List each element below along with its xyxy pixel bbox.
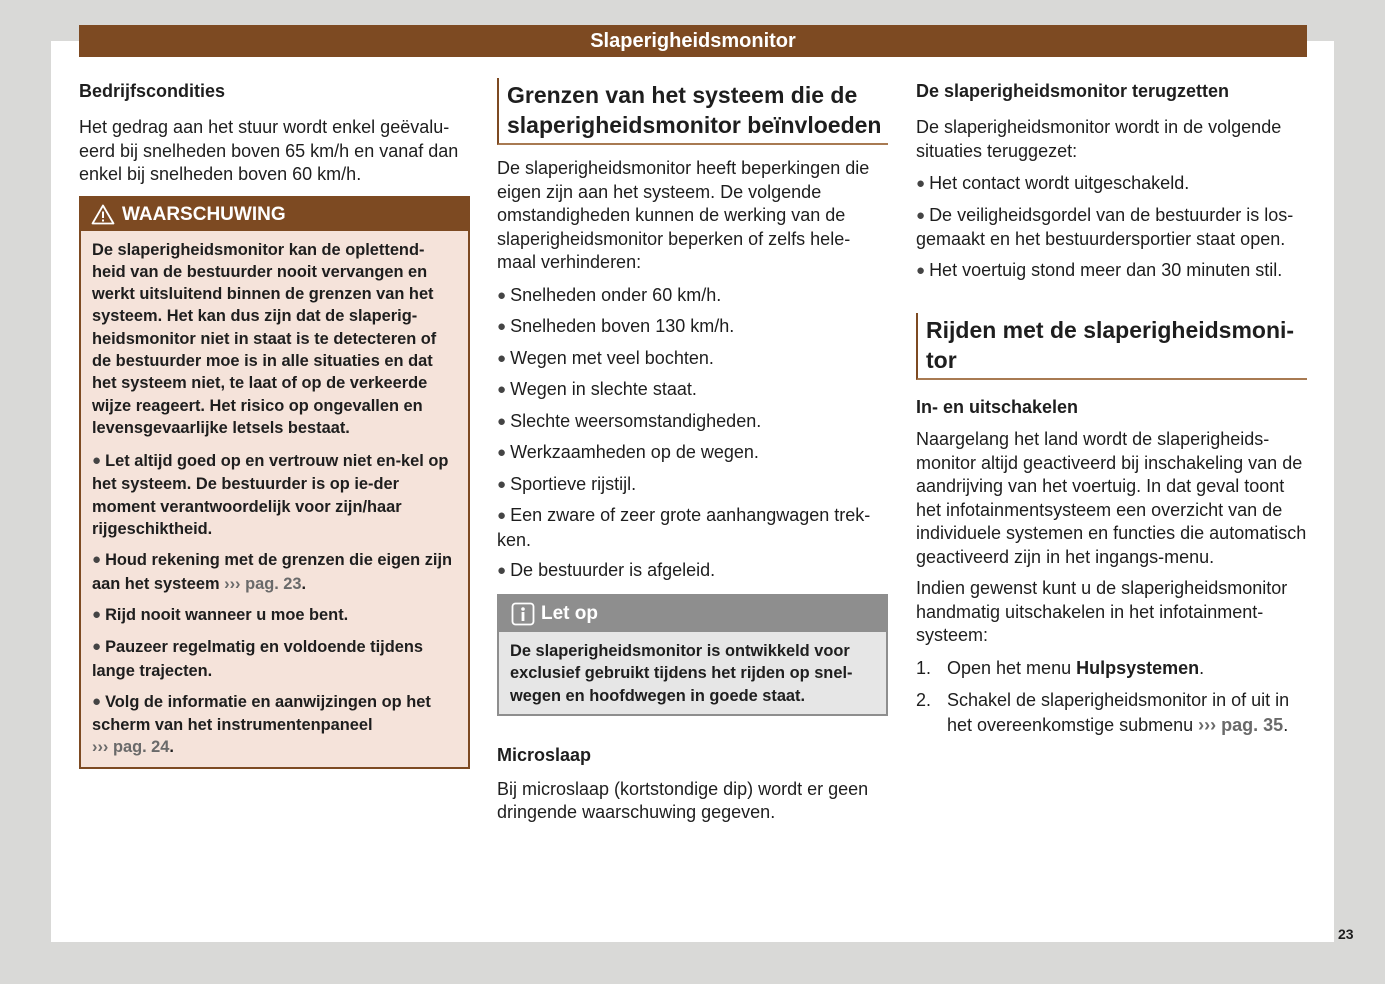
column-right — [916, 78, 1307, 745]
column-middle — [497, 78, 888, 833]
paragraph-operating-conditions: Het gedrag aan het stuur wordt enkel geëvalu-eerd bij snelheden boven 65 km/h en vanaf dan enkel bij snelheden boven 60 km/h. — [79, 117, 459, 184]
warning-bullet: ● Pauzeer regelmatig en voldoende tijdens lange trajecten. — [92, 638, 423, 680]
list-item: ● Slechte weersomstandigheden. — [497, 410, 762, 431]
bullet-dot-icon: ● — [92, 638, 102, 656]
warning-header — [81, 198, 468, 231]
section-header: Slaperigheidsmonitor — [79, 25, 1307, 57]
list-item: ● Werkzaamheden op de wegen. — [497, 442, 759, 462]
column-left — [79, 78, 470, 769]
arrows-icon: ››› — [224, 574, 241, 593]
heading-on-off: In- en uitschakelen — [916, 397, 1079, 417]
bullet-dot-icon: ● — [92, 605, 102, 623]
paragraph-on-off-1: Naargelang het land wordt de slaperigheids-monitor altijd geactiveerd bij inschakeling van de aandrijving van het voertuig. In dat geval toont het infotainmentsysteem een overzicht van de individuele systemen en functies die automatisch geactiveerd zijn in het ingangs-menu. — [916, 429, 1307, 567]
bullet-dot-icon: ● — [497, 349, 507, 367]
heading-operating-conditions: Bedrijfscondities — [79, 81, 226, 101]
bullet-dot-icon: ● — [497, 286, 507, 304]
warning-bullet: ● Volg de informatie en aanwijzingen op het scherm van het instrumentenpaneel ››› pag. 24. — [92, 692, 431, 757]
note-header — [499, 596, 886, 632]
heading-reset: De slaperigheidsmonitor terugzetten — [916, 81, 1230, 101]
note-box — [497, 594, 888, 716]
paragraph-reset: De slaperigheidsmonitor wordt in de volgende situaties teruggezet: — [916, 117, 1282, 161]
paragraph-on-off-2: Indien gewenst kunt u de slaperigheidsmonitor handmatig uitschakelen in het infotainment-systeem: — [916, 578, 1288, 645]
list-item: ● Wegen in slechte staat. — [497, 379, 697, 399]
note-body: De slaperigheidsmonitor is ontwikkeld voor exclusief gebruikt tijdens het rijden op snel-wegen en hoofdwegen in goede staat. — [510, 641, 853, 706]
bullet-dot-icon: ● — [92, 692, 102, 710]
heading-system-limits: Grenzen van het systeem die de slaperigheidsmonitor beïnvloeden — [497, 78, 888, 145]
bullet-dot-icon: ● — [916, 175, 926, 192]
list-item: ● Snelheden onder 60 km/h. — [497, 284, 722, 305]
page-reference-link[interactable]: pag. 23 — [245, 574, 302, 593]
list-item: ● Snelheden boven 130 km/h. — [497, 316, 735, 336]
list-item: ● De bestuurder is afgeleid. — [497, 560, 716, 580]
arrows-icon: ››› — [1198, 714, 1217, 735]
limits-list — [497, 284, 888, 584]
heading-microsleep: Microslaap — [497, 744, 592, 765]
bullet-dot-icon: ● — [916, 206, 926, 224]
bullet-dot-icon: ● — [497, 444, 507, 461]
warning-title: WAARSCHUWING — [122, 203, 286, 225]
page-reference-link[interactable]: pag. 24 — [112, 738, 170, 757]
bullet-dot-icon: ● — [497, 381, 507, 398]
warning-triangle-icon — [91, 204, 115, 225]
bullet-dot-icon: ● — [497, 412, 507, 430]
list-item: ● Het voertuig stond meer dan 30 minuten stil. — [916, 259, 1283, 280]
bullet-dot-icon: ● — [497, 507, 507, 524]
page-number: 23 — [1338, 926, 1354, 942]
warning-bullet: ● Rijd nooit wanneer u moe bent. — [92, 605, 349, 624]
step-item: 2. Schakel de slaperigheidsmonitor in of uit in het overeenkomstige submenu ››› pag. 35. — [916, 689, 1290, 735]
info-icon — [511, 602, 535, 626]
warning-intro: De slaperigheidsmonitor kan de oplettend-heid van de bestuurder nooit vervangen en werkt uitsluitend binnen de grenzen van het systeem. Het kan dus zijn dat de slaperig-heidsmonitor niet in staat is te detecteren of de bestuurder moe is in alle situaties en dat het systeem niet, te laat of op de verkeerde wijze reageert. Het risico op ongevallen en levensgevaarlijke letsels bestaat. — [92, 240, 437, 437]
list-item: ● Sportieve rijstijl. — [497, 473, 637, 494]
list-item: ● Wegen met veel bochten. — [497, 347, 714, 368]
list-item: ● Een zware of zeer grote aanhangwagen trek-ken. — [497, 505, 871, 550]
list-item: ● Het contact wordt uitgeschakeld. — [916, 173, 1190, 193]
step-item: 1. Open het menu Hulpsystemen. — [916, 657, 1205, 678]
warning-bullet: ● Houd rekening met de grenzen die eigen zijn aan het systeem ››› pag. 23. — [92, 551, 453, 593]
bullet-dot-icon: ● — [497, 562, 507, 579]
bullet-dot-icon: ● — [92, 551, 102, 569]
page-reference-link[interactable]: pag. 35 — [1221, 714, 1284, 735]
bullet-dot-icon: ● — [497, 318, 507, 335]
bullet-dot-icon: ● — [92, 452, 102, 470]
paragraph-system-limits: De slaperigheidsmonitor heeft beperkingen die eigen zijn aan het systeem. De volgende omstandigheden kunnen de werking van de slaperigheidsmonitor beperken of zelfs hele-maal verhinderen: — [497, 158, 870, 272]
warning-bullet: ● Let altijd goed op en vertrouw niet en-kel op het systeem. De bestuurder is op ie-der moment verantwoordelijk voor zijn/haar rijgeschiktheid. — [92, 452, 449, 539]
list-item: ● De veiligheidsgordel van de bestuurder is los-gemaakt en het bestuurdersportier staat open. — [916, 204, 1294, 249]
reset-list — [916, 172, 1307, 283]
paragraph-microsleep: Bij microslaap (kortstondige dip) wordt er geen dringende waarschuwing gegeven. — [497, 778, 869, 823]
bullet-dot-icon: ● — [916, 261, 926, 279]
heading-driving: Rijden met de slaperigheidsmoni-tor — [916, 313, 1307, 380]
arrows-icon: ››› — [92, 738, 109, 757]
note-title: Let op — [541, 602, 598, 624]
bullet-dot-icon: ● — [497, 475, 507, 493]
warning-body — [81, 231, 468, 767]
warning-box — [79, 196, 470, 769]
